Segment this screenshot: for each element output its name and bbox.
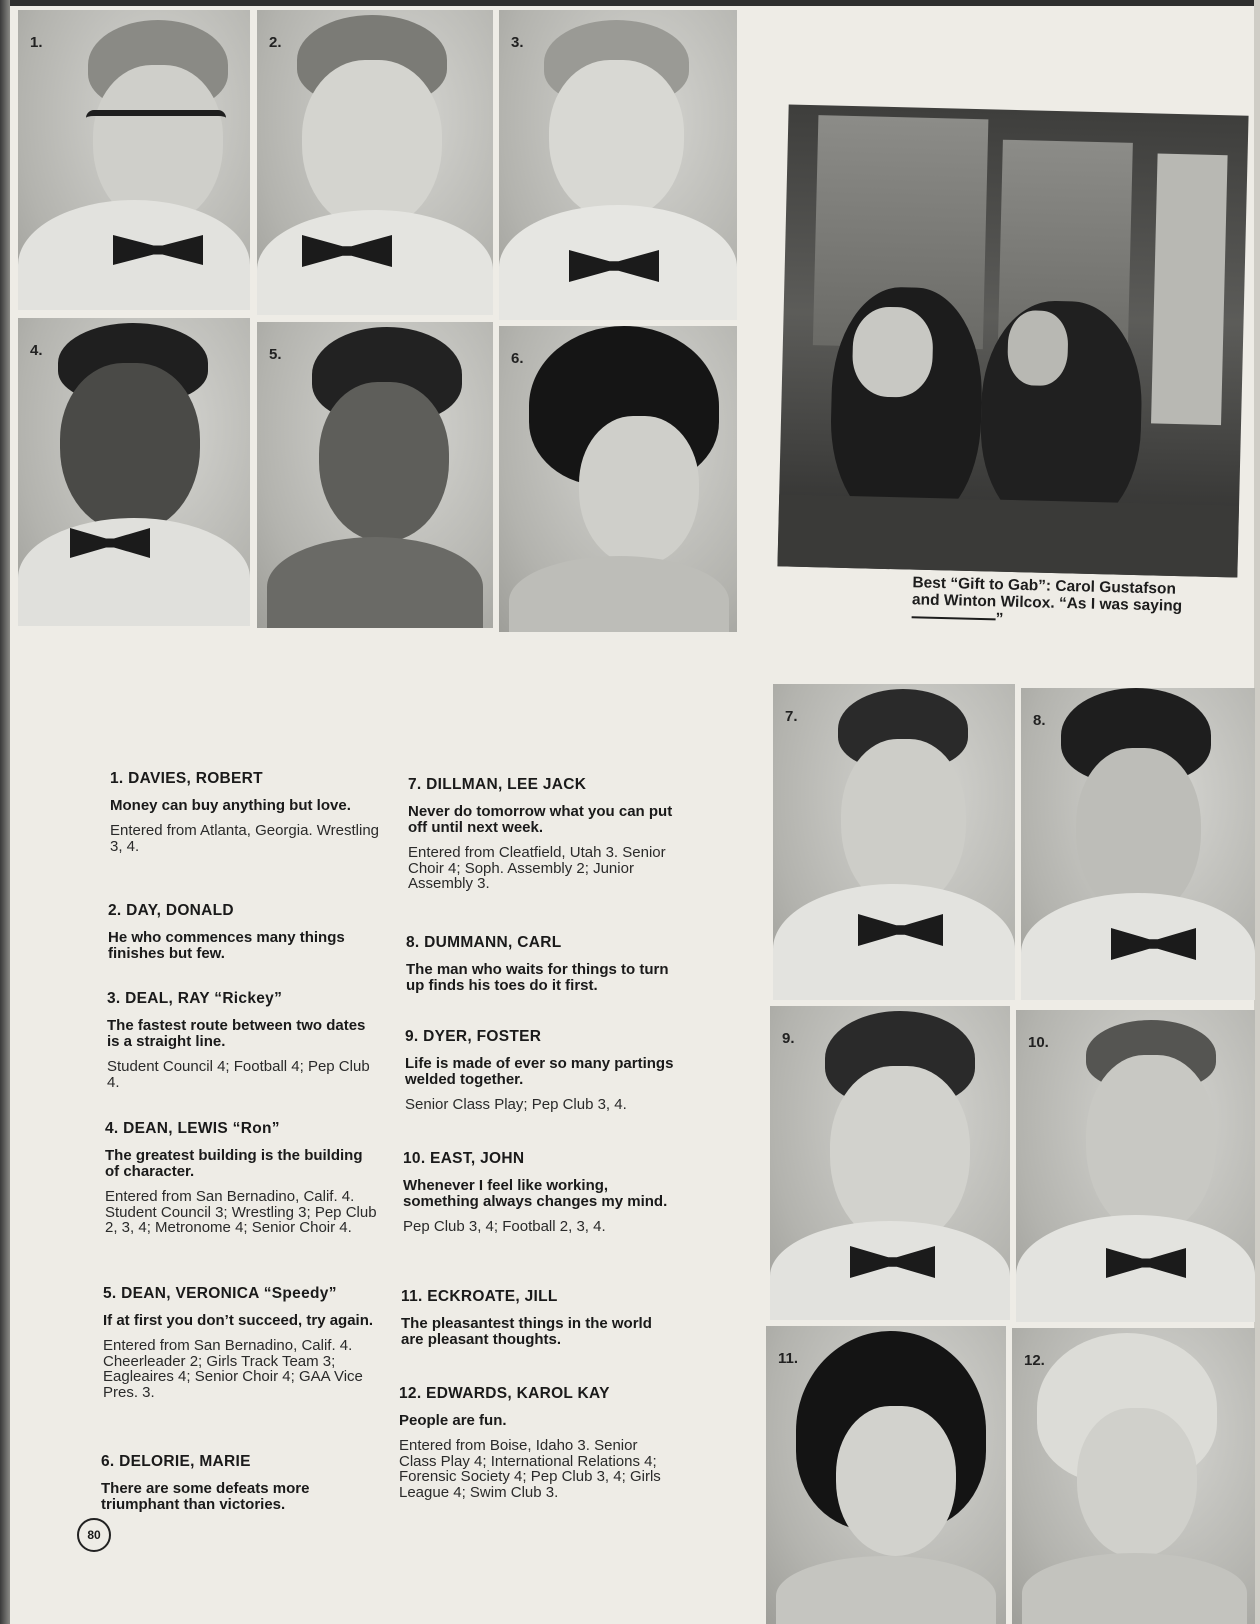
entry-activities: Student Council 4; Football 4; Pep Club 4. [107, 1058, 370, 1091]
portrait-face [549, 60, 684, 220]
portrait-7 [773, 684, 1015, 1000]
entry-name: 5. DEAN, VERONICA “Speedy” [103, 1285, 337, 1302]
entry-motto: The pleasantest things in the world are pleasant thoughts. [401, 1315, 652, 1348]
candid-desk [777, 494, 1239, 577]
entry-11 [401, 1288, 673, 1357]
candid-caption [911, 574, 1217, 632]
entry-name: 7. DILLMAN, LEE JACK [408, 776, 587, 793]
entry-motto: The fastest route between two dates is a straight line. [107, 1017, 366, 1050]
entry-name: 12. EDWARDS, KAROL KAY [399, 1385, 610, 1402]
portrait-face [836, 1406, 956, 1556]
entry-motto: People are fun. [399, 1412, 507, 1429]
portrait-face [302, 60, 442, 230]
entry-name: 10. EAST, JOHN [403, 1150, 525, 1167]
caption-closing-quote: ” [995, 610, 1004, 628]
portrait-face [830, 1066, 970, 1246]
candid-photo [777, 104, 1248, 577]
entry-2 [108, 902, 380, 971]
portrait-face [579, 416, 699, 566]
portrait-5 [257, 322, 493, 628]
entry-3 [107, 990, 379, 1090]
entry-4 [105, 1120, 377, 1236]
candid-man-face [1007, 310, 1069, 386]
portrait-number: 5. [269, 346, 282, 363]
portrait-10 [1016, 1010, 1255, 1322]
portrait-shoulders [776, 1556, 996, 1624]
portrait-8 [1021, 688, 1255, 1000]
entry-name: 9. DYER, FOSTER [405, 1028, 542, 1045]
entry-10 [403, 1150, 675, 1235]
portrait-number: 4. [30, 342, 43, 359]
entry-1 [110, 770, 382, 854]
entry-motto: Whenever I feel like working, something always changes my mind. [403, 1177, 668, 1210]
portrait-number: 3. [511, 34, 524, 51]
portrait-number: 2. [269, 34, 282, 51]
portrait-number: 6. [511, 350, 524, 367]
page-top-edge [0, 0, 1260, 6]
entry-motto: Money can buy anything but love. [110, 797, 351, 814]
portrait-face [1077, 1408, 1197, 1558]
entry-12 [399, 1385, 671, 1500]
portrait-shoulders [509, 556, 729, 632]
portrait-face [60, 363, 200, 533]
portrait-11 [766, 1326, 1006, 1624]
entry-name: 8. DUMMANN, CARL [406, 934, 562, 951]
candid-caption-line1: Best “Gift to Gab”: Carol Gustafson [912, 574, 1177, 598]
portrait-shoulders [257, 210, 493, 315]
glasses-icon [86, 110, 226, 148]
entry-name: 11. ECKROATE, JILL [401, 1288, 558, 1305]
portrait-number: 10. [1028, 1034, 1049, 1051]
entry-activities: Pep Club 3, 4; Football 2, 3, 4. [403, 1218, 606, 1235]
entry-5 [103, 1285, 375, 1400]
entry-activities: Entered from Atlanta, Georgia. Wrestling 3, 4. [110, 822, 380, 855]
entry-name: 1. DAVIES, ROBERT [110, 770, 263, 787]
entry-name: 2. DAY, DONALD [108, 902, 234, 919]
entry-motto: Life is made of ever so many partings welded together. [405, 1055, 674, 1088]
portrait-face [319, 382, 449, 542]
portrait-number: 12. [1024, 1352, 1045, 1369]
entry-activities: Entered from San Bernadino, Calif. 4. Cheerleader 2; Girls Track Team 3; Eagleaires 4; Senior Choir 4; GAA Vice Pres. 3. [103, 1337, 363, 1401]
portrait-9 [770, 1006, 1010, 1320]
candid-woman-face [852, 306, 934, 398]
portrait-shoulders [773, 884, 1015, 1000]
portrait-1 [18, 10, 250, 310]
portrait-number: 11. [778, 1350, 799, 1367]
entry-motto: The greatest building is the building of character. [105, 1147, 363, 1180]
entry-motto: Never do tomorrow what you can put off until next week. [408, 803, 673, 836]
portrait-3 [499, 10, 737, 320]
portrait-12 [1012, 1328, 1255, 1624]
entry-motto: He who commences many things finishes but few. [108, 929, 345, 962]
entry-motto: There are some defeats more triumphant than victories. [101, 1480, 310, 1513]
entry-activities: Entered from Cleatfield, Utah 3. Senior Choir 4; Soph. Assembly 2; Junior Assembly 3. [408, 844, 666, 892]
portrait-number: 8. [1033, 712, 1046, 729]
caption-blank-line [912, 616, 996, 620]
entry-7 [408, 776, 680, 892]
entry-name: 6. DELORIE, MARIE [101, 1453, 251, 1470]
portrait-2 [257, 10, 493, 315]
entry-activities: Entered from San Bernadino, Calif. 4. Student Council 3; Wrestling 3; Pep Club 2, 3, 4; Metronome 4; Senior Choir 4. [105, 1188, 377, 1236]
portrait-number: 1. [30, 34, 43, 51]
entry-name: 3. DEAL, RAY “Rickey” [107, 990, 283, 1007]
entry-name: 4. DEAN, LEWIS “Ron” [105, 1120, 280, 1137]
candid-window [1151, 153, 1228, 425]
entry-motto: The man who waits for things to turn up finds his toes do it first. [406, 961, 669, 994]
portrait-number: 7. [785, 708, 798, 725]
candid-caption-line2: and Winton Wilcox. “As I was saying [911, 591, 1183, 615]
entry-6 [101, 1453, 373, 1522]
page-number: 80 [77, 1518, 111, 1552]
entry-activities: Entered from Boise, Idaho 3. Senior Class Play 4; International Relations 4; Forensic Society 4; Pep Club 3, 4; Girls League 4; Swim Club 3. [399, 1437, 661, 1501]
portrait-shoulders [1022, 1553, 1247, 1624]
portrait-shoulders [770, 1221, 1010, 1320]
portrait-4 [18, 318, 250, 626]
portrait-shoulders [267, 537, 483, 628]
portrait-6 [499, 326, 737, 632]
page-binding-shadow [0, 0, 10, 1624]
portrait-number: 9. [782, 1030, 795, 1047]
entry-activities: Senior Class Play; Pep Club 3, 4. [405, 1096, 627, 1113]
entry-9 [405, 1028, 677, 1113]
portrait-face [1086, 1055, 1216, 1235]
entry-motto: If at first you don’t succeed, try again. [103, 1312, 374, 1329]
entry-8 [406, 934, 678, 1003]
